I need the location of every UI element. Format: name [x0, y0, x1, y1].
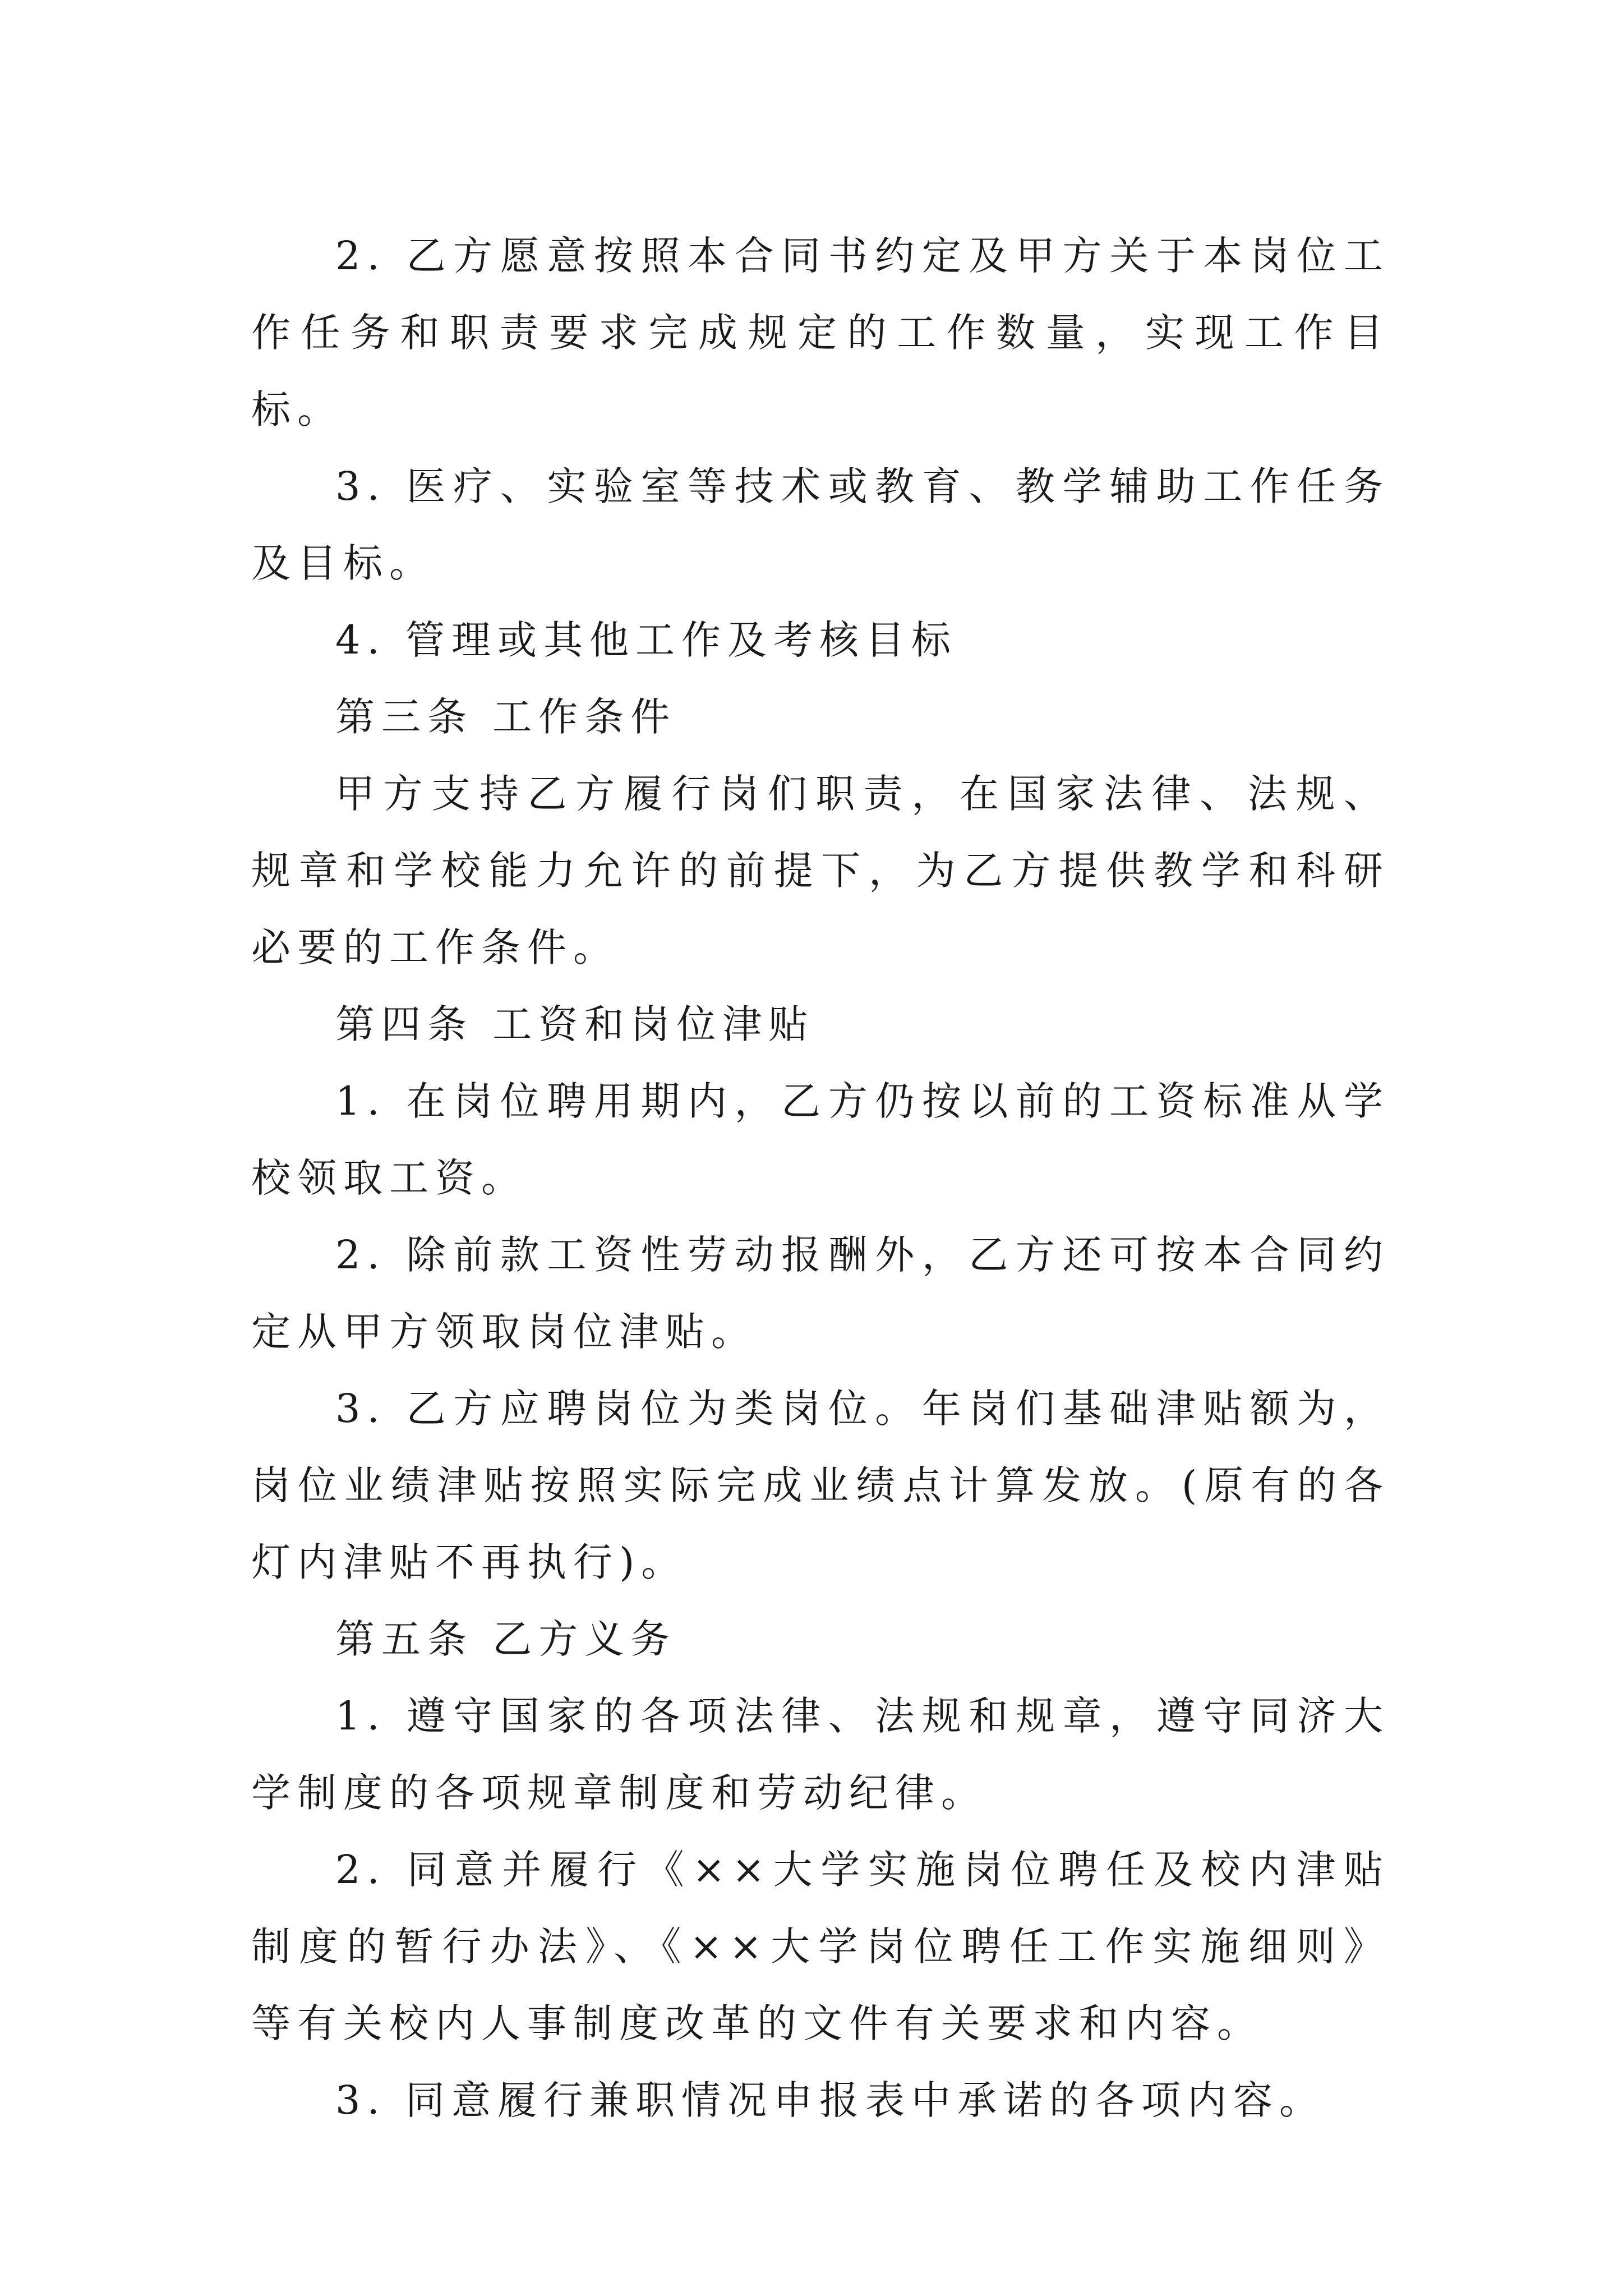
paragraph-article-4-item-3: 3. 乙方应聘岗位为类岗位。年岗们基础津贴额为，岗位业绩津贴按照实际完成业绩点计算发放。(原有的各灯内津贴不再执行)。	[251, 1386, 1390, 1585]
document-body	[251, 218, 1390, 2139]
paragraph-article-5-item-1: 1. 遵守国家的各项法律、法规和规章，遵守同济大学制度的各项规章制度和劳动纪律。	[251, 1693, 1390, 1816]
paragraph-article-3-body: 甲方支持乙方履行岗们职责，在国家法律、法规、规章和学校能力允许的前提下，为乙方提供教学和科研必要的工作条件。	[251, 771, 1390, 970]
paragraph-article-5-item-2: 2. 同意并履行《××大学实施岗位聘任及校内津贴制度的暂行办法》、《××大学岗位聘任工作实施细则》等有关校内人事制度改革的文件有关要求和内容。	[251, 1847, 1390, 2046]
paragraph-article-5-item-3: 3. 同意履行兼职情况申报表中承诺的各项内容。	[335, 2077, 1326, 2123]
heading-article-5: 第五条 乙方义务	[335, 1616, 677, 1662]
paragraph-clause-2-item-2: 2. 乙方愿意按照本合同书约定及甲方关于本岗位工作任务和职责要求完成规定的工作数量，实现工作目标。	[251, 233, 1390, 432]
heading-article-3: 第三条 工作条件	[335, 694, 677, 740]
paragraph-clause-2-item-4: 4. 管理或其他工作及考核目标	[335, 617, 958, 663]
paragraph-article-4-item-2: 2. 除前款工资性劳动报酬外，乙方还可按本合同约定从甲方领取岗位津贴。	[251, 1232, 1390, 1355]
paragraph-clause-2-item-3: 3. 医疗、实验室等技术或教育、教学辅助工作任务及目标。	[251, 463, 1390, 586]
heading-article-4: 第四条 工资和岗位津贴	[335, 1001, 815, 1047]
paragraph-article-4-item-1: 1. 在岗位聘用期内，乙方仍按以前的工资标准从学校领取工资。	[251, 1078, 1390, 1201]
